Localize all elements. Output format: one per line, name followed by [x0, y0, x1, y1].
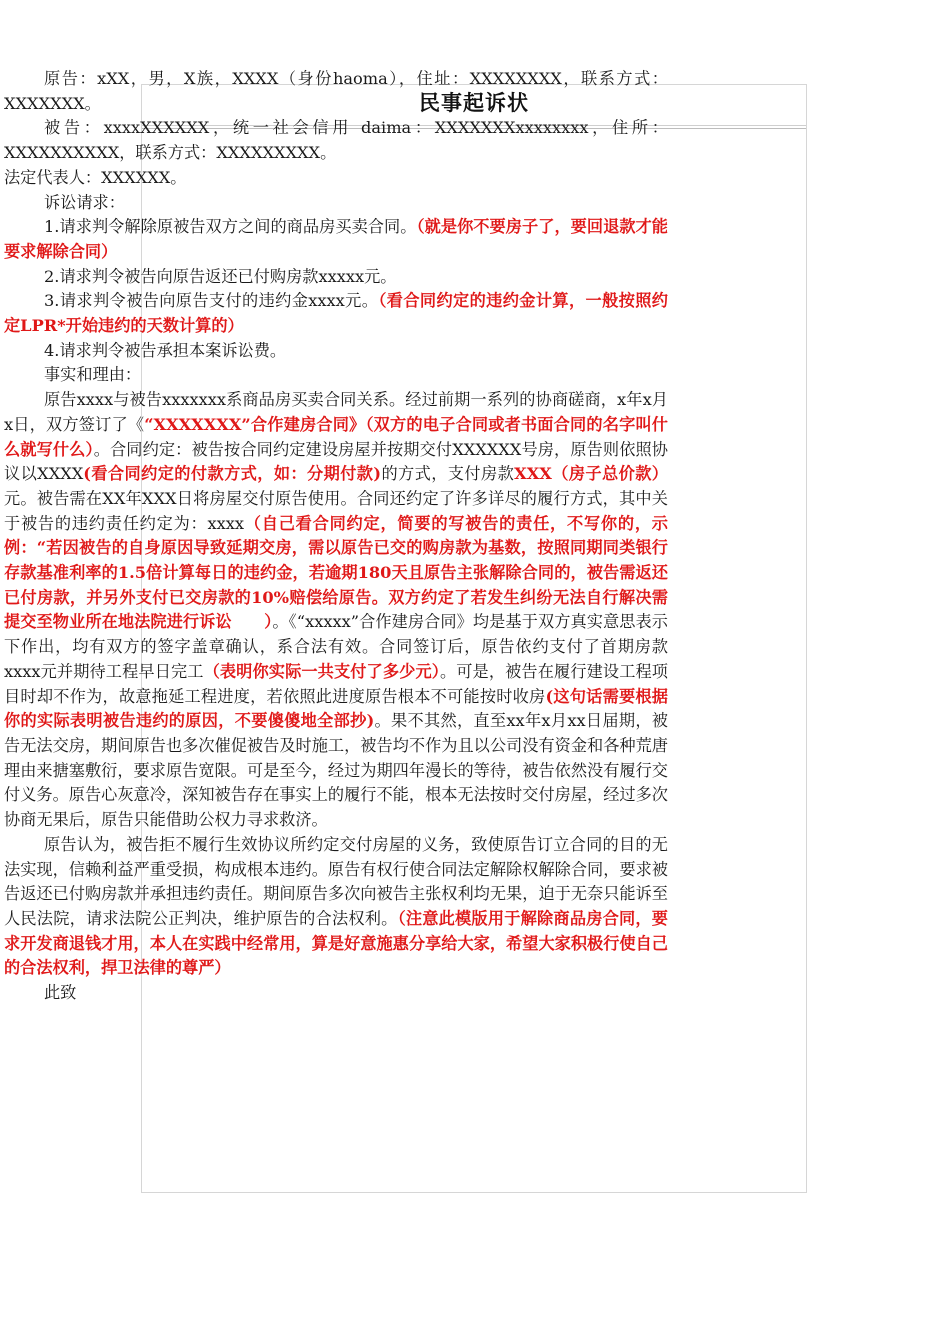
reason-text: 原告认为，被告拒不履行生效协议所约定交付房屋的义务，致使原告订立合同的目的无法实现，信赖利益严重受损，构成根本违约。原告有权行使合同法定解除权解除合同，要求被告返还已付购房款并承担违约责任。期间原告多次向被告主张权利均无果，迫于无奈只能诉至人民法院，请求法院公正判决，维护原告的合法权利。 — [4, 834, 668, 928]
facts-note-2: (看合同约定的付款方式，如：分期付款) — [83, 464, 382, 484]
document-title: 民事起诉状 — [419, 90, 529, 115]
facts-paragraph — [4, 388, 668, 833]
facts-note-3: XXX（房子总价款） — [514, 464, 668, 484]
closing-salutation: 此致 — [44, 983, 77, 1003]
facts-text-6: 。可是，被告在履行建设工程项目时却不作为，故意拖延工程进度，若依照此进度原告根本不可能按时收房 — [4, 661, 668, 706]
facts-note-4: （自己看合同约定，简要的写被告的责任，不写你的，示例：“若因被告的自身原因导致延期交房，需以原告已交的购房款为基数，按照同期同类银行存款基准利率的1.5倍计算每日的违约金，若逾期180天且原告主张解除合同的，被告需返还已付房款，并另外支付已交房款的10%赔偿给原告。双方约定了若发生纠纷无法自行解决需提交至物业所在地法院进行诉讼 ） — [4, 513, 668, 632]
facts-text-2: 。合同约定：被告按合同约定建设房屋并按期交付XXXXXX号房，原告则依照协议以XXXX — [4, 439, 668, 484]
claim-2: 2.请求判令被告向原告返还已付购房款xxxxx元。 — [44, 266, 397, 286]
facts-note-1: “XXXXXXX”合作建房合同》（双方的电子合同或者书面合同的名字叫什么就写什么） — [4, 414, 668, 459]
claim-1-text: 1.请求判令解除原被告双方之间的商品房买卖合同。 — [44, 217, 417, 237]
legal-representative: 法定代表人：XXXXXX。 — [4, 167, 187, 187]
claim-1-note: （就是你不要房子了，要回退款才能要求解除合同） — [4, 217, 668, 261]
claim-1 — [4, 215, 668, 264]
facts-note-5: （表明你实际一共支付了多少元） — [203, 661, 440, 681]
claims-heading: 诉讼请求： — [44, 192, 125, 212]
document-body — [4, 67, 668, 1006]
facts-note-6: (这句话需要根据你的实际表明被告违约的原因，不要傻傻地全部抄) — [4, 686, 668, 731]
facts-heading: 事实和理由： — [44, 365, 142, 385]
plaintiff-paragraph: 原告：xXX，男，X族，XXXX（身份haoma），住址：XXXXXXXX，联系方式：XXXXXXX。 — [4, 69, 668, 113]
reason-paragraph — [4, 833, 668, 981]
facts-text-7: 。果不其然，直至xx年x月xx日届期，被告无法交房，期间原告也多次催促被告及时施工，被告均不作为且以公司没有资金和各种荒唐理由来搪塞敷衍，要求原告宽限。可是至今，经过为期四年漫长的等待，被告依然没有履行交付义务。原告心灰意冷，深知被告存在事实上的履行不能，根本无法按时交付房屋，经过多次协商无果后，原告只能借助公权力寻求救济。 — [4, 711, 668, 830]
reason-note: （注意此模版用于解除商品房合同，要求开发商退钱才用，本人在实践中经常用，算是好意施惠分享给大家，希望大家积极行使自己的合法权利，捍卫法律的尊严） — [4, 908, 668, 978]
claim-4: 4.请求判令被告承担本案诉讼费。 — [44, 340, 287, 360]
facts-text-5: 。《“xxxxx”合作建房合同》均是基于双方真实意思表示下作出，均有双方的签字盖章确认，系合法有效。合同签订后，原告依约支付了首期房款xxxx元并期待工程早日完工 — [4, 612, 668, 681]
facts-text-3: 的方式，支付房款 — [381, 464, 515, 484]
claim-3-text: 3.请求判令被告向原告支付的违约金xxxx元。 — [44, 291, 379, 311]
claim-3-note: （看合同约定的违约金计算，一般按照约定LPR*开始违约的天数计算的） — [4, 291, 668, 336]
facts-text-1: 原告xxxx与被告xxxxxxx系商品房买卖合同关系。经过前期一系列的协商磋商，x年x月x日，双方签订了《 — [4, 390, 668, 434]
claim-3 — [4, 289, 668, 338]
defendant-paragraph: 被告：xxxxXXXXXX，统一社会信用 daima：XXXXXXXxxxxxxxx，住所：XXXXXXXXXX，联系方式：XXXXXXXXX。 — [4, 118, 668, 163]
facts-text-4: 元。被告需在XX年XXX日将房屋交付原告使用。合同还约定了许多详尽的履行方式，其中关于被告的违约责任约定为：xxxx — [4, 488, 668, 533]
